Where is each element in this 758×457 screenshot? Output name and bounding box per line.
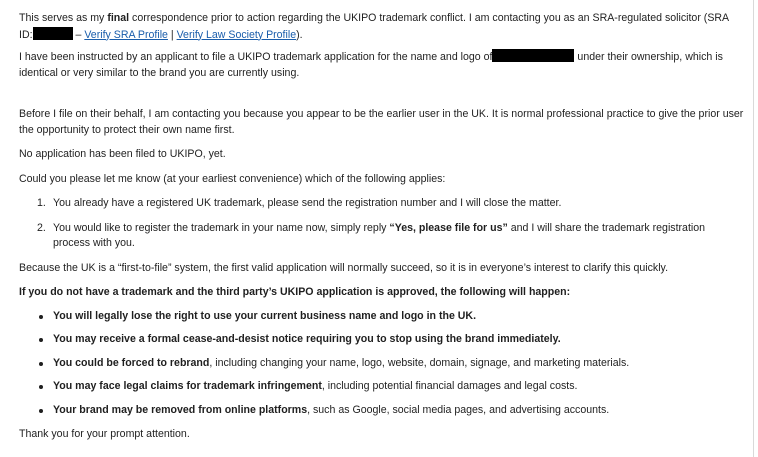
bullet-icon (39, 409, 43, 413)
intro-paragraph (19, 11, 744, 43)
intro-text-continued: correspondence prior to action regarding the UKIPO trademark conflict. I am contacting you as an SRA-regulated solicitor (SRA ID: (19, 12, 729, 41)
bullet-icon (39, 338, 43, 342)
option-text: You already have a registered UK trademark, please send the registration number and I will close the matter. (53, 197, 562, 209)
page-edge-divider (753, 0, 754, 457)
instruction-paragraph (19, 49, 744, 81)
consequence-item (19, 403, 744, 419)
letter-body (19, 11, 744, 443)
consequences-list (19, 309, 744, 419)
option-item (19, 196, 744, 212)
question-paragraph: Could you please let me know (at your earliest convenience) which of the following applies: (19, 172, 446, 185)
consequence-item (19, 356, 744, 372)
option-text: You would like to register the trademark in your name now, simply reply (53, 221, 390, 234)
redacted-sra-id (33, 27, 73, 40)
instruction-text-continued: under their ownership, which is identical or very similar to the brand you are currently using. (19, 51, 723, 79)
redacted-brand-name (492, 49, 574, 62)
consequence-text: , including changing your name, logo, website, domain, signage, and marketing materials. (209, 356, 630, 369)
instruction-text: I have been instructed by an applicant to file a UKIPO trademark application for the name and logo of (19, 51, 493, 63)
consequences-heading-text: If you do not have a trademark and the third party’s UKIPO application is approved, the following will happen: (19, 286, 571, 298)
consequence-bold: You will legally lose the right to use your current business name and logo in the UK. (53, 309, 477, 322)
intro-emphasis: final (107, 12, 130, 24)
consequence-item (19, 379, 744, 395)
bullet-icon (39, 362, 43, 366)
closing-line: Thank you for your prompt attention. (19, 428, 190, 440)
consequence-bold: Your brand may be removed from online platforms (53, 403, 308, 416)
verify-law-society-profile-link[interactable]: Verify Law Society Profile (176, 28, 297, 41)
first-to-file-paragraph: Because the UK is a “first-to-file” system, the first valid application will normally succeed, so it is in everyone’s interest to clarify this quickly. (19, 261, 669, 274)
option-number: 1. (37, 197, 46, 209)
link-separator: | (167, 28, 177, 41)
option-item (19, 221, 744, 252)
bullet-icon (39, 315, 43, 319)
option-number: 2. (37, 221, 46, 234)
verify-sra-profile-link[interactable]: Verify SRA Profile (84, 28, 168, 41)
intro-text: This serves as my (19, 12, 108, 24)
reply-phrase: “Yes, please file for us” (389, 221, 508, 234)
no-application-paragraph: No application has been filed to UKIPO, yet. (19, 148, 226, 160)
consequence-item (19, 309, 744, 325)
dash-separator: – (72, 28, 85, 41)
consequences-heading (19, 285, 744, 301)
consequence-text: , including potential financial damages and legal costs. (321, 380, 578, 392)
option-text-continued: and I will share the trademark registration process with you. (53, 221, 706, 249)
consequence-text: , such as Google, social media pages, and advertising accounts. (307, 403, 610, 416)
intro-closing-punctuation: ). (296, 28, 303, 41)
consequence-bold: You could be forced to rebrand (53, 356, 210, 369)
consequence-bold: You may face legal claims for trademark infringement (53, 380, 322, 392)
bullet-icon (39, 385, 43, 389)
prior-user-paragraph: Before I file on their behalf, I am contacting you because you appear to be the earlier user in the UK. It is normal professional practice to give the prior user the opportunity to protect their own name first. (19, 108, 744, 136)
consequence-item (19, 332, 744, 348)
options-list (19, 196, 744, 252)
consequence-bold: You may receive a formal cease-and-desist notice requiring you to stop using the brand immediately. (53, 333, 561, 345)
